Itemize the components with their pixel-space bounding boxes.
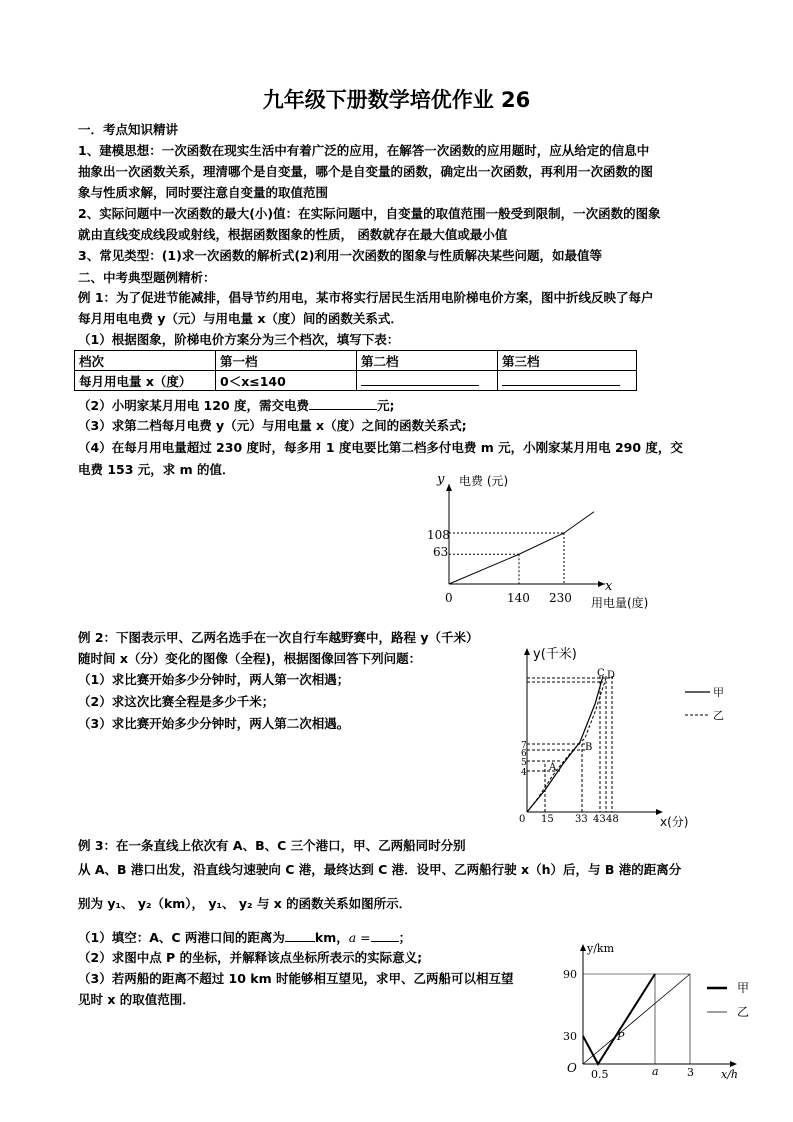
section1-p1-line3: 象与性质求解，同时要注意自变量的取值范围 bbox=[78, 185, 329, 200]
ex3-jia-line bbox=[583, 974, 655, 1064]
ex3-q1-blank-distance[interactable] bbox=[285, 929, 315, 942]
ex1-graph bbox=[415, 468, 675, 616]
tier-table bbox=[74, 350, 637, 391]
ex3-line1: 例 3：在一条直线上依次有 A、B、C 三个港口，甲、乙两船同时分别 bbox=[78, 838, 466, 853]
ex1-y-label: 电费 (元) bbox=[459, 474, 509, 488]
ex1-q1: （1）根据图象，阶梯电价方案分为三个档次，填写下表： bbox=[78, 332, 400, 347]
ex2-line2: 随时间 x（分）变化的图像（全程)，根据图像回答下列问题： bbox=[78, 651, 422, 666]
ex3-origin: O bbox=[567, 1061, 577, 1075]
ex3-y-tick-30: 30 bbox=[563, 1030, 577, 1043]
ex3-q1-unit: km， bbox=[314, 930, 349, 945]
ex3-q1 bbox=[78, 929, 411, 946]
ex1-q2-unit: 元; bbox=[377, 398, 395, 413]
ex1-line1: 例 1：为了促进节能减排，倡导节约用电，某市将实行居民生活用电阶梯电价方案，图中折线反映了每户 bbox=[78, 290, 654, 305]
ex3-y-arrow bbox=[580, 944, 586, 951]
ex1-q2-blank[interactable] bbox=[309, 397, 377, 410]
tier-header-1: 第一档 bbox=[216, 351, 357, 371]
ex2-point-d: D bbox=[607, 670, 616, 681]
ex1-y-arrow bbox=[446, 484, 452, 491]
section2-heading: 二、中考典型题例精析： bbox=[78, 270, 216, 285]
section1-p3: 3、常见类型：(1)求一次函数的解析式(2)利用一次函数的图象与性质解决某些问题，如最值等 bbox=[78, 248, 602, 263]
ex1-y-tick-63: 63 bbox=[433, 545, 449, 559]
ex1-y-tick-108: 108 bbox=[427, 528, 450, 542]
ex3-q1-a: a = bbox=[348, 930, 371, 945]
ex2-x-tick-15: 15 bbox=[541, 814, 554, 825]
ex1-q3: （3）求第二档每月电费 y（元）与用电量 x（度）之间的函数关系式; bbox=[78, 418, 467, 433]
ex2-x-tick-43: 43 bbox=[593, 814, 606, 825]
ex1-x-tick-140: 140 bbox=[507, 591, 530, 605]
ex1-line2: 每月用电电费 y（元）与用电量 x（度）间的函数关系式． bbox=[78, 311, 403, 326]
ex2-y-tick-4: 4 bbox=[521, 768, 527, 778]
section1-heading: 一．考点知识精讲 bbox=[78, 122, 179, 137]
ex3-legend-jia: 甲 bbox=[737, 981, 750, 995]
ex3-x-tick-05: 0.5 bbox=[591, 1068, 609, 1081]
ex3-q1-end: ； bbox=[398, 930, 412, 945]
ex2-x-tick-48: 48 bbox=[606, 814, 619, 825]
ex2-point-c: C bbox=[597, 668, 605, 679]
tier-header-0: 档次 bbox=[75, 351, 216, 371]
page-title: 九年级下册数学培优作业 26 bbox=[262, 88, 531, 112]
ex3-point-p: P bbox=[617, 1030, 625, 1043]
ex3-q2: （2）求图中点 P 的坐标，并解释该点坐标所表示的实际意义; bbox=[78, 950, 423, 965]
ex3-x-arrow bbox=[730, 1061, 737, 1067]
ex3-x-tick-3: 3 bbox=[687, 1066, 694, 1079]
ex1-origin: 0 bbox=[445, 591, 453, 605]
ex3-x-tick-a: a bbox=[652, 1065, 659, 1078]
ex3-x-label: x/h bbox=[721, 1068, 738, 1081]
ex3-line2: 从 A、B 港口出发，沿直线匀速驶向 C 港，最终达到 C 港．设甲、乙两船行驶 x（h）后，与 B 港的距离分 bbox=[78, 862, 682, 877]
ex3-q1-blank-a[interactable] bbox=[371, 929, 399, 942]
ex2-point-b: B bbox=[585, 742, 593, 753]
ex2-legend-yi: 乙 bbox=[713, 709, 724, 722]
ex3-q3-line1: （3）若两船的距离不超过 10 km 时能够相互望见，求甲、乙两船可以相互望 bbox=[78, 971, 514, 986]
ex2-y-arrow bbox=[524, 648, 530, 655]
section1-p1-line2: 抽象出一次函数关系，理清哪个是自变量，哪个是自变量的函数，确定出一次函数，再利用一次函数的图 bbox=[78, 164, 654, 179]
ex1-q2 bbox=[78, 397, 395, 414]
ex3-yi-line bbox=[583, 974, 690, 1064]
ex2-point-a: A bbox=[549, 762, 557, 773]
ex2-q1: （1）求比赛开始多少分钟时，两人第一次相遇； bbox=[78, 672, 350, 687]
ex2-legend-jia: 甲 bbox=[713, 686, 724, 699]
ex2-origin: 0 bbox=[519, 814, 526, 825]
tier-table-data-row bbox=[75, 371, 637, 391]
section1-p2-line2: 就由直线变成线段或射线，根据函数图象的性质， 函数就存在最大值或最小值 bbox=[78, 227, 508, 242]
ex1-q2-text: （2）小明家某月用电 120 度，需交电费 bbox=[78, 398, 309, 413]
ex1-q4-line2: 电费 153 元，求 m 的值． bbox=[78, 462, 235, 477]
ex3-y-label: y/km bbox=[587, 942, 615, 955]
ex2-line1: 例 2：下图表示甲、乙两名选手在一次自行车越野赛中，路程 y（千米） bbox=[78, 630, 479, 645]
ex2-graph bbox=[505, 640, 745, 835]
ex2-y-label: y(千米) bbox=[533, 647, 577, 662]
ex3-graph bbox=[555, 940, 780, 1085]
ex2-yi-line bbox=[527, 678, 606, 812]
section1-p1-line1: 1、建模思想：一次函数在现实生活中有着广泛的应用，在解答一次函数的应用题时，应从给定的信息中 bbox=[78, 143, 650, 158]
ex1-fee-line bbox=[449, 512, 594, 584]
ex1-x-arrow bbox=[598, 581, 605, 587]
ex2-q2: （2）求这次比赛全程是多少千米； bbox=[78, 694, 275, 709]
tier-header-2: 第二档 bbox=[357, 351, 498, 371]
ex1-x-label: 用电量(度) bbox=[591, 596, 649, 610]
ex3-q3-line2: 见时 x 的取值范围． bbox=[78, 992, 195, 1007]
ex2-y-tick-5: 5 bbox=[521, 758, 527, 768]
ex3-y-tick-90: 90 bbox=[563, 968, 577, 981]
tier-first-range: 0＜x≤140 bbox=[216, 371, 357, 391]
ex3-legend-yi: 乙 bbox=[737, 1005, 750, 1019]
ex1-x-name: x bbox=[605, 579, 613, 594]
ex1-y-name: y bbox=[437, 472, 445, 487]
tier-header-3: 第三档 bbox=[498, 351, 637, 371]
ex1-q4-line1: （4）在每月用电量超过 230 度时，每多用 1 度电要比第二档多付电费 m 元，小刚家某月用电 290 度，交 bbox=[78, 440, 683, 455]
tier-row-label: 每月用电量 x（度） bbox=[75, 371, 216, 391]
ex1-x-tick-230: 230 bbox=[549, 591, 572, 605]
tier-third-blank[interactable] bbox=[498, 371, 637, 391]
ex2-q3: （3）求比赛开始多少分钟时，两人第二次相遇。 bbox=[78, 716, 350, 731]
section1-p2-line1: 2、实际问题中一次函数的最大(小)值：在实际问题中，自变量的取值范围一般受到限制，一次函数的图象 bbox=[78, 206, 661, 221]
ex3-line3: 别为 y₁、 y₂（km）， y₁、 y₂ 与 x 的函数关系如图所示． bbox=[78, 896, 412, 911]
tier-second-blank[interactable] bbox=[357, 371, 498, 391]
ex2-y-tick-6: 6 bbox=[521, 749, 527, 759]
ex2-x-tick-33: 33 bbox=[575, 814, 588, 825]
tier-table-header-row bbox=[75, 351, 637, 371]
ex2-x-label: x(分) bbox=[660, 815, 689, 829]
ex3-q1-text: （1）填空：A、C 两港口间的距离为 bbox=[78, 930, 285, 945]
ex2-y-tick-7: 7 bbox=[521, 741, 527, 751]
